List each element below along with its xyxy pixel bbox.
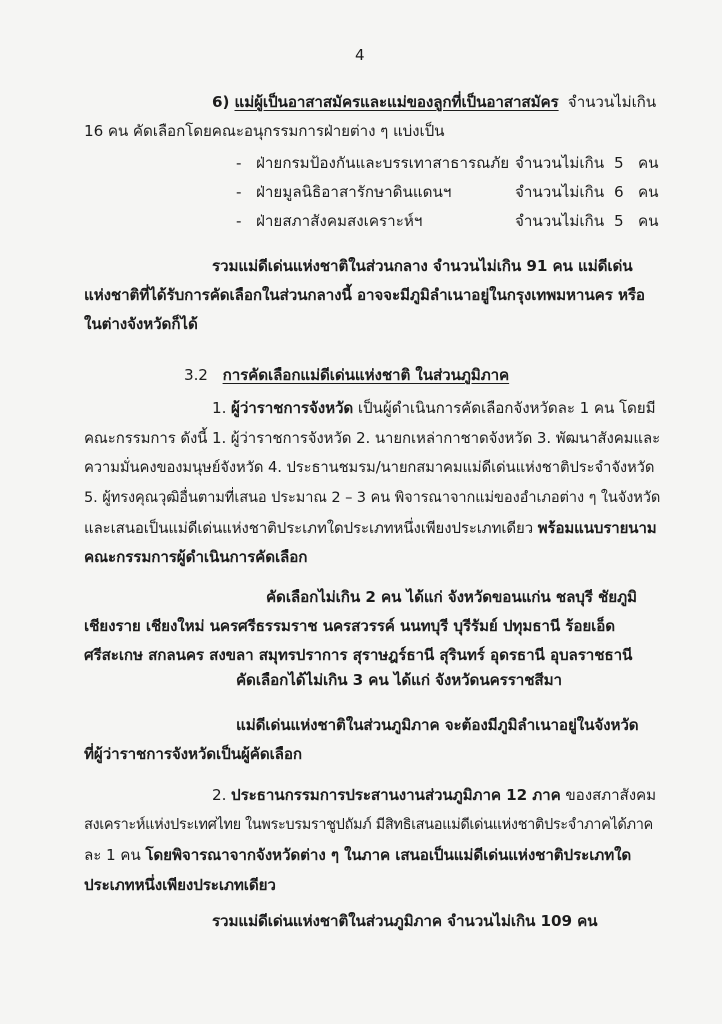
provinces-line3: ศรีสะเกษ สกลนคร สงขลา สมุทรปราการ สุราษฎร์ธานี สุรินทร์ อุดรธานี อุบลราชธานี [84,646,633,664]
sub-item-name: ฝ่ายกรมป้องกันและบรรเทาสาธารณภัย [256,154,510,172]
para1-line1 [212,398,656,418]
sub-item-unit: คน [638,183,659,201]
central-summary-line2: แห่งชาติที่ได้รับการคัดเลือกในส่วนกลางนี้ อาจจะมีภูมิลำเนาอยู่ในกรุงเทพมหานคร หรือ [84,286,645,304]
sub-item-name: ฝ่ายมูลนิธิอาสารักษาดินแดนฯ [256,183,452,201]
para1-line5-bold: พร้อมแนบรายนาม [537,519,657,537]
para2-lead-bold: ประธานกรรมการประสานงานส่วนภูมิภาค 12 ภาค [231,786,561,804]
sub-item-dash: - [236,154,242,172]
item6-heading [212,92,656,112]
sub-item-dash: - [236,183,242,201]
para2-line3-normal: ละ 1 คน [84,846,141,864]
para2-line1 [212,785,656,805]
regional-summary: รวมแม่ดีเด่นแห่งชาติในส่วนภูมิภาค จำนวนไม่เกิน 109 คน [212,912,598,930]
section-3-2-number: 3.2 [184,366,208,384]
sub-item-dash: - [236,212,242,230]
para2-line4: ประเภทหนึ่งเพียงประเภทเดียว [84,876,276,894]
sub-item-limit: จำนวนไม่เกิน [515,212,605,230]
sub-item-unit: คน [638,212,659,230]
para1-line6: คณะกรรมการผู้ดำเนินการคัดเลือก [84,548,308,566]
section-3-2-heading [184,365,509,385]
item6-number: 6) [212,93,230,111]
sub-item-unit: คน [638,154,659,172]
para1-line5-normal: และเสนอเป็นแม่ดีเด่นแห่งชาติประเภทใดประเภทหนึ่งเพียงประเภทเดียว [84,519,534,537]
page-number: 4 [355,46,365,64]
central-summary-line1: รวมแม่ดีเด่นแห่งชาติในส่วนกลาง จำนวนไม่เกิน 91 คน แม่ดีเด่น [212,257,633,275]
para1-lead-bold: ผู้ว่าราชการจังหวัด [231,399,354,417]
sub-item-count: 5 [614,212,624,230]
para2-number: 2. [212,786,227,804]
sub-item-limit: จำนวนไม่เกิน [515,183,605,201]
central-summary-line3: ในต่างจังหวัดก็ได้ [84,315,198,333]
para1-line5 [84,518,657,538]
provinces-line1: คัดเลือกไม่เกิน 2 คน ได้แก่ จังหวัดขอนแก่น ชลบุรี ชัยภูมิ [266,588,637,606]
sub-item-count: 6 [614,183,624,201]
sub-item-name: ฝ่ายสภาสังคมสงเคราะห์ฯ [256,212,423,230]
para1-number: 1. [212,399,227,417]
sub-item-count: 5 [614,154,624,172]
provinces-line4: คัดเลือกได้ไม่เกิน 3 คน ได้แก่ จังหวัดนครราชสีมา [236,671,562,689]
para2-line3-bold: โดยพิจารณาจากจังหวัดต่าง ๆ ในภาค เสนอเป็นแม่ดีเด่นแห่งชาติประเภทใด [145,846,632,864]
section-3-2-title: การคัดเลือกแม่ดีเด่นแห่งชาติ ในส่วนภูมิภาค [222,366,510,384]
para2-lead-rest: ของสภาสังคม [565,786,656,804]
regional-note-line2: ที่ผู้ว่าราชการจังหวัดเป็นผู้คัดเลือก [84,745,303,763]
item6-line2: 16 คน คัดเลือกโดยคณะอนุกรรมการฝ่ายต่าง ๆ แบ่งเป็น [84,122,445,140]
item6-limit: จำนวนไม่เกิน [567,93,657,111]
para1-line2: คณะกรรมการ ดังนี้ 1. ผู้ว่าราชการจังหวัด 2. นายกเหล่ากาชาดจังหวัด 3. พัฒนาสังคมและ [84,429,661,447]
para1-line4: 5. ผู้ทรงคุณวุฒิอื่นตามที่เสนอ ประมาณ 2 – 3 คน พิจารณาจากแม่ของอำเภอต่าง ๆ ในจังหวัด [84,489,661,506]
item6-title: แม่ผู้เป็นอาสาสมัครและแม่ของลูกที่เป็นอาสาสมัคร [234,93,559,111]
para1-lead-rest: เป็นผู้ดำเนินการคัดเลือกจังหวัดละ 1 คน โดยมี [357,399,656,417]
para2-line3 [84,845,631,865]
provinces-line2: เชียงราย เชียงใหม่ นครศรีธรรมราช นครสวรรค์ นนทบุรี บุรีรัมย์ ปทุมธานี ร้อยเอ็ด [84,617,616,635]
para2-line2: สงเคราะห์แห่งประเทศไทย ในพระบรมราชูปถัมภ์ มีสิทธิเสนอแม่ดีเด่นแห่งชาติประจำภาคได้ภาค [84,816,653,833]
sub-item-limit: จำนวนไม่เกิน [515,154,605,172]
para1-line3: ความมั่นคงของมนุษย์จังหวัด 4. ประธานชมรม/นายกสมาคมแม่ดีเด่นแห่งชาติประจำจังหวัด [84,459,655,476]
regional-note-line1: แม่ดีเด่นแห่งชาติในส่วนภูมิภาค จะต้องมีภูมิลำเนาอยู่ในจังหวัด [236,716,639,734]
